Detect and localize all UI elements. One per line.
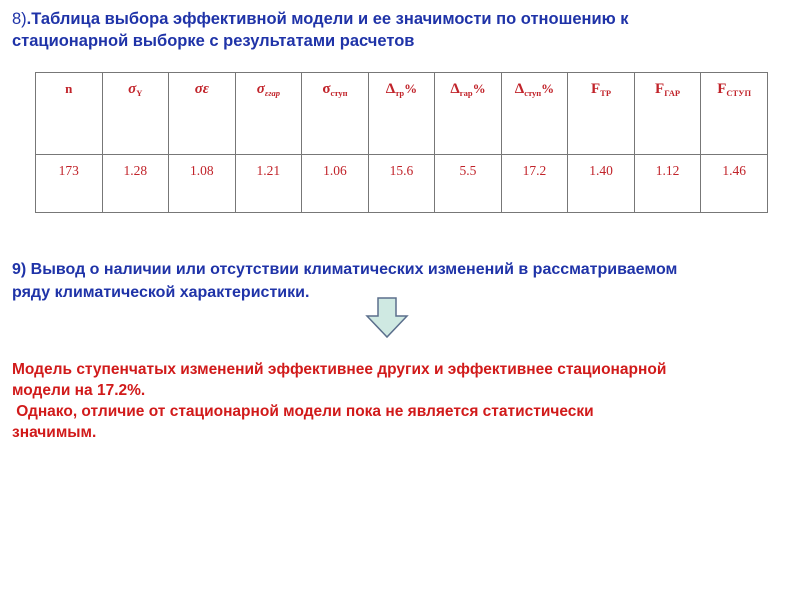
header-sigma-y: $\sigma_Y$ bbox=[102, 73, 169, 155]
value-sigma-epsilon: 1.08 bbox=[169, 155, 236, 213]
value-f-tr: 1.40 bbox=[568, 155, 635, 213]
heading-text-1: .Таблица выбора эффективной модели и ее значимости по отношению к bbox=[26, 10, 629, 28]
header-f-stup: $F_{СТУП}$ bbox=[701, 73, 768, 155]
value-f-gar: 1.12 bbox=[634, 155, 701, 213]
result-text bbox=[12, 359, 782, 443]
heading-line-1 bbox=[12, 8, 782, 30]
header-f-gar: $F_{ГАР}$ bbox=[634, 73, 701, 155]
value-sigma-y: 1.28 bbox=[102, 155, 169, 213]
section-heading bbox=[12, 8, 782, 52]
metrics-table bbox=[35, 72, 768, 213]
header-delta-stup: $\Delta_{ступ}\%$ bbox=[501, 73, 568, 155]
header-f-tr: $F_{ТР}$ bbox=[568, 73, 635, 155]
header-sigma-stup: $\sigma_{ступ}$ bbox=[302, 73, 369, 155]
heading-line-2: стационарной выборке с результатами расчетов bbox=[12, 32, 415, 50]
header-delta-tr: $\Delta_{тр}\%$ bbox=[368, 73, 435, 155]
table-header-row bbox=[36, 73, 768, 155]
conclusion-line-2: ряду климатической характеристики. bbox=[12, 284, 310, 301]
value-sigma-egar: 1.21 bbox=[235, 155, 302, 213]
value-n: 173 bbox=[36, 155, 103, 213]
result-line-3: Однако, отличие от стационарной модели пока не является статистически bbox=[12, 403, 594, 420]
header-delta-gar: $\Delta_{гар}\%$ bbox=[435, 73, 502, 155]
conclusion-line-1: 9) Вывод о наличии или отсутствии климатических изменений в рассматриваемом bbox=[12, 261, 678, 278]
result-line-2: модели на 17.2%. bbox=[12, 382, 146, 399]
result-line-4: значимым. bbox=[12, 424, 97, 441]
value-delta-gar: 5.5 bbox=[435, 155, 502, 213]
header-n: n bbox=[36, 73, 103, 155]
value-f-stup: 1.46 bbox=[701, 155, 768, 213]
down-arrow-icon bbox=[365, 297, 409, 339]
heading-number: 8) bbox=[12, 10, 27, 28]
table-row bbox=[36, 155, 768, 213]
result-line-1: Модель ступенчатых изменений эффективнее других и эффективнее стационарной bbox=[12, 361, 667, 378]
value-sigma-stup: 1.06 bbox=[302, 155, 369, 213]
header-sigma-egar: $\sigma_{\varepsilon гар}$ bbox=[235, 73, 302, 155]
value-delta-tr: 15.6 bbox=[368, 155, 435, 213]
value-delta-stup: 17.2 bbox=[501, 155, 568, 213]
header-sigma-epsilon: σε bbox=[169, 73, 236, 155]
